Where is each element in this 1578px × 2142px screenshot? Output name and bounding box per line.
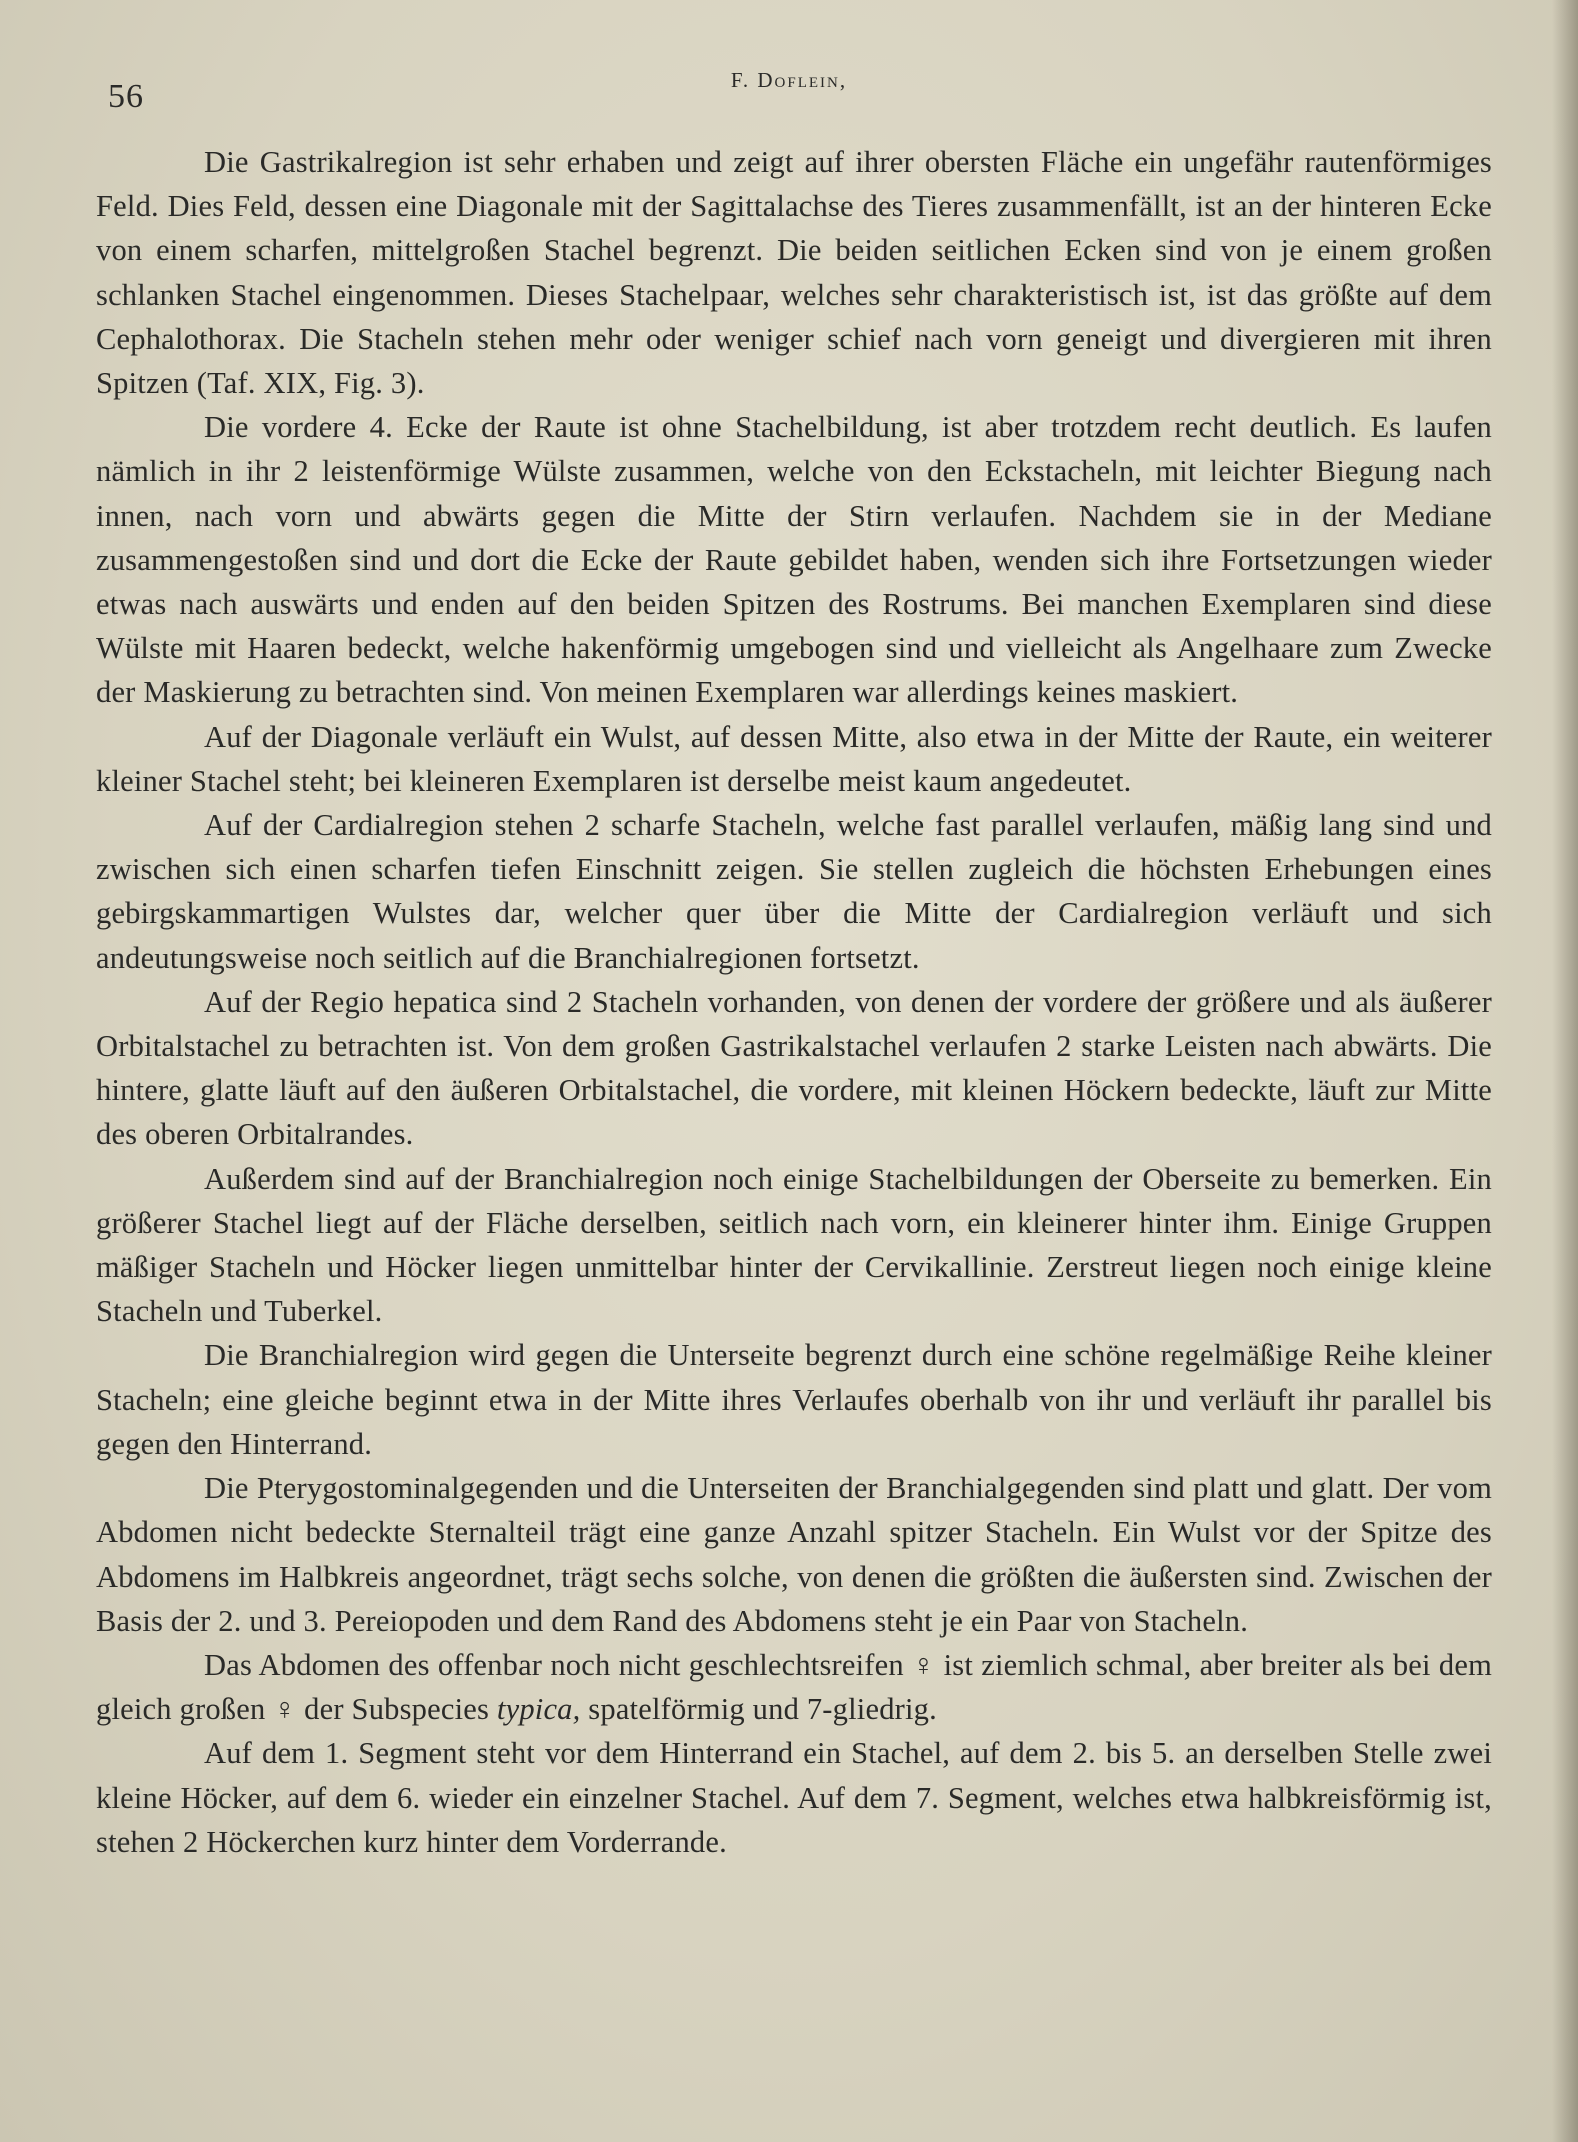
- paragraph-6: Außerdem sind auf der Branchialregion noch einige Stachelbildungen der Oberseite zu bemerken. Ein größerer Stachel liegt auf der Fläche derselben, seitlich nach vorn, ein kleinerer hinter ihm. Einige Gruppen mäßiger Stacheln und Höcker liegen unmittelbar hinter der Cervikallinie. Zerstreut liegen noch einige kleine Stacheln und Tuberkel.: [96, 1161, 1492, 1329]
- page-edge-shadow: [1552, 0, 1578, 2142]
- paragraph-2: Die vordere 4. Ecke der Raute ist ohne Stachelbildung, ist aber trotzdem recht deutlich. Es laufen nämlich in ihr 2 leistenförmige Wülste zusammen, welche von den Eckstacheln, mit leichter Biegung nach innen, nach vorn und abwärts gegen die Mitte der Stirn verlaufen. Nachdem sie in der Mediane zusammengestoßen sind und dort die Ecke der Raute gebildet haben, wenden sich ihre Fortsetzungen wieder etwas nach auswärts und enden auf den beiden Spitzen des Rostrums. Bei manchen Exemplaren sind diese Wülste mit Haaren bedeckt, welche hakenförmig umgebogen sind und vielleicht als Angelhaare zum Zwecke der Maskierung zu betrachten sind. Von meinen Exemplaren war allerdings keines maskiert.: [96, 410, 1492, 710]
- paragraph-4: Auf der Cardialregion stehen 2 scharfe Stacheln, welche fast parallel verlaufen, mäßig lang sind und zwischen sich einen scharfen tiefen Einschnitt zeigen. Sie stellen zugleich die höchsten Erhebungen eines gebirgskammartigen Wulstes dar, welcher quer über die Mitte der Cardialregion verläuft und sich andeutungsweise noch seitlich auf die Branchialregionen fortsetzt.: [96, 808, 1492, 975]
- running-head: F. Doflein,: [730, 68, 848, 92]
- paragraph-7: Die Branchialregion wird gegen die Unterseite begrenzt durch eine schöne regelmäßige Reihe kleiner Stacheln; eine gleiche beginnt etwa in der Mitte ihres Verlaufes oberhalb von ihr und verläuft ihr parallel bis gegen den Hinterrand.: [96, 1338, 1492, 1461]
- paragraph-9: [96, 1643, 1492, 1731]
- paragraph-9-text-a: Das Abdomen des offenbar noch nicht geschlechtsreifen ♀ ist ziemlich schmal, aber breiter als bei dem gleich großen ♀ der Subspecies: [96, 1647, 1492, 1727]
- paragraph-10: Auf dem 1. Segment steht vor dem Hinterrand ein Stachel, auf dem 2. bis 5. an derselben Stelle zwei kleine Höcker, auf dem 6. wieder ein einzelner Stachel. Auf dem 7. Segment, welches etwa halbkreisförmig ist, stehen 2 Höckerchen kurz hinter dem Vorderrande.: [96, 1736, 1492, 1859]
- body-text: [96, 140, 1492, 1864]
- species-name-italic: typica,: [496, 1692, 581, 1727]
- paragraph-1: Die Gastrikalregion ist sehr erhaben und zeigt auf ihrer obersten Fläche ein ungefähr rautenförmiges Feld. Dies Feld, dessen eine Diagonale mit der Sagittalachse des Tieres zusammenfällt, ist an der hinteren Ecke von einem scharfen, mittelgroßen Stachel begrenzt. Die beiden seitlichen Ecken sind von je einem großen schlanken Stachel eingenommen. Dieses Stachelpaar, welches sehr charakteristisch ist, ist das größte auf dem Cephalothorax. Die Stacheln stehen mehr oder weniger schief nach vorn geneigt und divergieren mit ihren Spitzen (Taf. XIX, Fig. 3).: [96, 145, 1492, 401]
- paragraph-5: Auf der Regio hepatica sind 2 Stacheln vorhanden, von denen der vordere der größere und als äußerer Orbitalstachel zu betrachten ist. Von dem großen Gastrikalstachel verlaufen 2 starke Leisten nach abwärts. Die hintere, glatte läuft auf den äußeren Orbitalstachel, die vordere, mit kleinen Höckern bedeckte, läuft zur Mitte des oberen Orbitalrandes.: [96, 984, 1492, 1152]
- paragraph-3: Auf der Diagonale verläuft ein Wulst, auf dessen Mitte, also etwa in der Mitte der Raute, ein weiterer kleiner Stachel steht; bei kleineren Exemplaren ist derselbe meist kaum angedeutet.: [96, 719, 1492, 798]
- paragraph-9-text-b: spatelförmig und 7-gliedrig.: [580, 1692, 937, 1727]
- page-number: 56: [108, 78, 144, 115]
- paragraph-8: Die Pterygostominalgegenden und die Unterseiten der Branchialgegenden sind platt und glatt. Der vom Abdomen nicht bedeckte Sternalteil trägt eine ganze Anzahl spitzer Stacheln. Ein Wulst vor der Spitze des Abdomens im Halbkreis angeordnet, trägt sechs solche, von denen die größten die äußersten sind. Zwischen der Basis der 2. und 3. Pereiopoden und dem Rand des Abdomens steht je ein Paar von Stacheln.: [96, 1471, 1492, 1638]
